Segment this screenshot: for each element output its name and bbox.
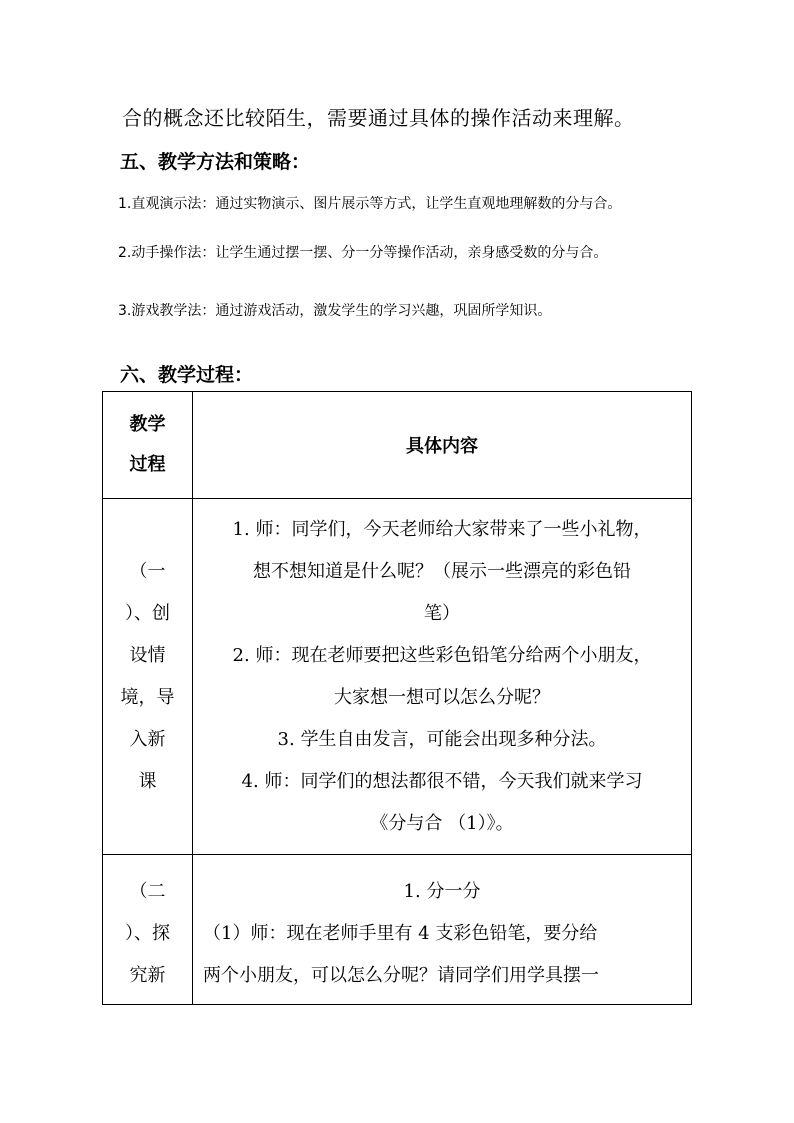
content-line: 两个小朋友，可以怎么分呢？请同学们用学具摆一 (203, 965, 599, 986)
header-stage-line-2: 过程 (129, 454, 166, 475)
header-content-cell: 具体内容 (193, 392, 692, 499)
content-line: 4. 师：同学们的想法都很不错，今天我们就来学习 (241, 770, 643, 792)
intro-line: 合的概念还比较陌生，需要通过具体的操作活动来理解。 (122, 106, 635, 130)
stage-text: 境，导 (120, 686, 175, 708)
stage-cell (103, 499, 193, 855)
table-row (103, 855, 692, 1005)
content-line: 想不想知道是什么呢？（展示一些漂亮的彩色铅 (253, 560, 631, 582)
content-line: 《分与合 （1）》。 (370, 812, 514, 834)
stage-text: 入新 (129, 728, 166, 750)
stage-text: ）、创 (125, 602, 170, 624)
table-row (103, 499, 692, 855)
header-stage-line-1: 教学 (129, 414, 166, 435)
content-line: 1. 师：同学们，今天老师给大家带来了一些小礼物， (232, 518, 652, 540)
content-line: 3. 学生自由发言，可能会出现多种分法。 (277, 728, 607, 750)
content-line: 1. 分一分 (403, 881, 481, 902)
method-item-2: 2.动手操作法：让学生通过摆一摆、分一分等操作活动，亲身感受数的分与合。 (118, 245, 608, 261)
stage-text: ）、探 (125, 923, 170, 944)
stage-text: 课 (138, 770, 157, 792)
content-cell (193, 855, 692, 1005)
content-line: 笔） (424, 602, 460, 624)
stage-text: 究新 (129, 965, 166, 986)
section-5-title: 五、教学方法和策略： (120, 151, 311, 173)
stage-text: （二 (129, 881, 166, 902)
content-cell (193, 499, 692, 855)
teaching-process-table (102, 391, 692, 1005)
content-line: （1）师：现在老师手里有 4 支彩色铅笔，要分给 (203, 923, 598, 944)
stage-cell (103, 855, 193, 1005)
content-line: 2. 师：现在老师要把这些彩色铅笔分给两个小朋友， (232, 644, 652, 666)
section-6-title: 六、教学过程： (120, 364, 254, 386)
stage-text: 设情 (129, 644, 166, 666)
table-header-row (103, 392, 692, 499)
method-item-1: 1.直观演示法：通过实物演示、图片展示等方式，让学生直观地理解数的分与合。 (118, 196, 622, 212)
content-line: 大家想一想可以怎么分呢？ (334, 686, 550, 708)
stage-text: （一 (129, 560, 166, 582)
header-stage-cell (103, 392, 193, 499)
method-item-3: 3.游戏教学法：通过游戏活动，激发学生的学习兴趣，巩固所学知识。 (118, 303, 552, 319)
